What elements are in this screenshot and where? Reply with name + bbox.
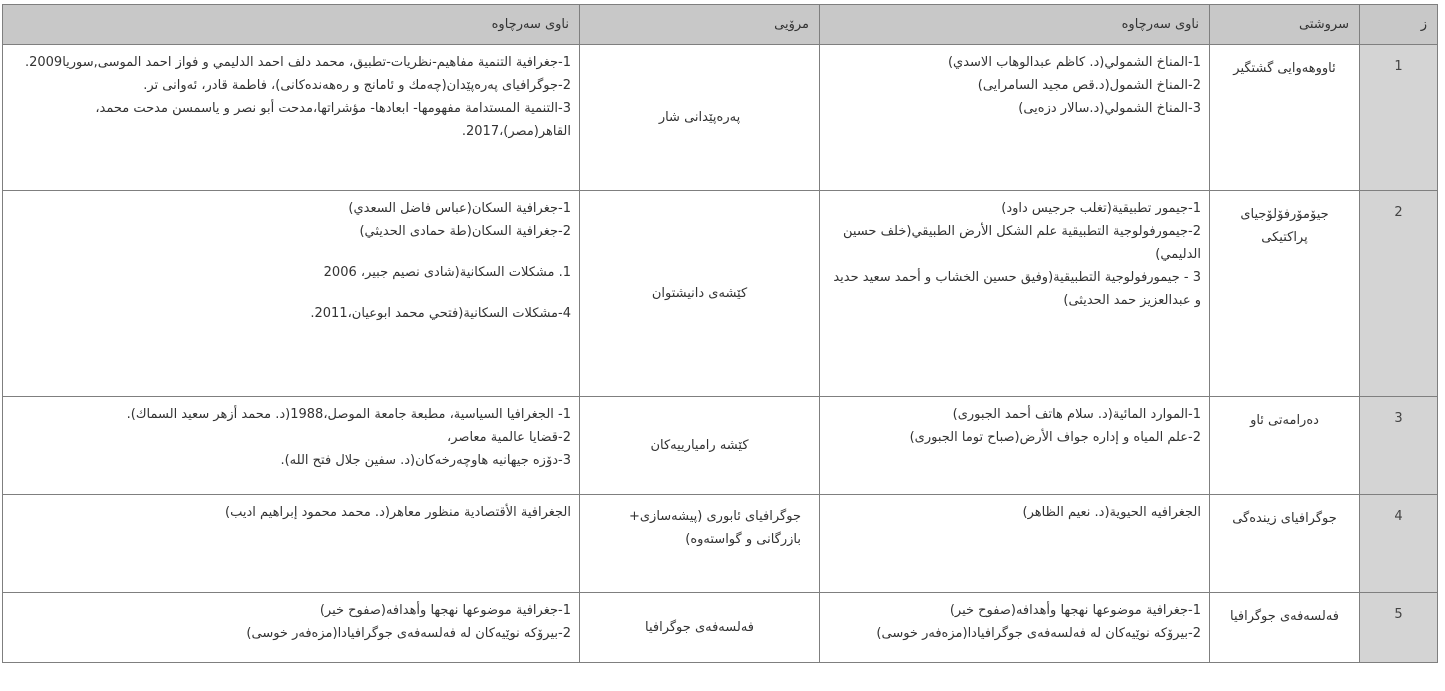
- program-cell: جوگرافیای ئابوری (پیشەسازی+ بازرگانی و گواستەوە): [580, 495, 820, 593]
- row-number: 3: [1360, 397, 1438, 495]
- program-cell: كێشە رامیارییەكان: [580, 397, 820, 495]
- curriculum-table: [2, 4, 1438, 663]
- source-line: 1. مشكلات السكانية(شادى نصيم جبير، 2006: [323, 265, 571, 280]
- source-line: 1-جغرافية التنمية مفاهيم-نظريات-تطبيق، محمد دلف احمد الدليمي و فواز احمد الموسى,سوريا2009.: [24, 55, 571, 70]
- header-program: مرۆیی: [580, 5, 820, 45]
- source-line: 3-التنمية المستدامة مفهومها- ابعادها- مؤشراتها،مدحت أبو نصر و ياسمسن مدحت محمد، القاهر(مصر)،2017.: [95, 101, 571, 139]
- header-row: [3, 5, 1438, 45]
- source-line: 4-مشكلات السكانية(فتحي محمد ابوعيان،2011.: [310, 306, 571, 321]
- source-line: 2-المناخ الشمول(د.قص مجيد السامرايى): [977, 78, 1201, 93]
- sources-1-cell: [820, 45, 1210, 191]
- row-number: 2: [1360, 191, 1438, 397]
- header-source-1: ناوی سەرچاوە: [820, 5, 1210, 45]
- source-line: [11, 243, 571, 261]
- header-num: ز: [1360, 5, 1438, 45]
- source-line: 1-جغرافية موضوعها نهجها وأهدافه(صفوح خير): [319, 603, 571, 618]
- sources-2-cell: [3, 397, 580, 495]
- header-source-2: ناوی سەرچاوە: [3, 5, 580, 45]
- sources-2-cell: [3, 45, 580, 191]
- source-line: 2-بیرۆكە نوێیەكان لە فەلسەفەی جوگرافیادا(مزەفەر خوسی): [246, 626, 571, 641]
- subject-cell: دەرامەتی ئاو: [1210, 397, 1360, 495]
- sources-2-cell: [3, 593, 580, 663]
- table-row: [3, 397, 1438, 495]
- subject-cell: جوگرافیای زیندەگی: [1210, 495, 1360, 593]
- source-line: 2-علم المياه و إدارە جواف الأرض(صباح توما الجبورى): [909, 430, 1201, 445]
- sources-2-cell: [3, 495, 580, 593]
- sources-1-cell: [820, 397, 1210, 495]
- row-number: 4: [1360, 495, 1438, 593]
- source-line: 1-الموارد المائية(د. سلام هاتف أحمد الجبورى): [952, 407, 1201, 422]
- table-row: [3, 593, 1438, 663]
- source-line: 2-قضايا عالمية معاصر،: [447, 430, 571, 445]
- source-line: 1-جيمور تطبيقية(تغلب جرجيس داود): [1001, 201, 1201, 216]
- subject-cell: جیۆمۆرفۆلۆجیای پراكتیكی: [1210, 191, 1360, 397]
- source-line: 1-جغرافية موضوعها نهجها وأهدافه(صفوح خير): [949, 603, 1201, 618]
- subject-cell: فەلسەفەی جوگرافیا: [1210, 593, 1360, 663]
- subject-cell: ئاووهەوایی گشتگیر: [1210, 45, 1360, 191]
- source-line: 2-جيمورفولوجية التطبيقية علم الشكل الأرض الطبيقي(خلف حسين الدليمي): [843, 224, 1201, 262]
- source-line: 3-دۆزە جیهانیە هاوچەرخەكان(د. سفين جلال فتح الله).: [280, 453, 571, 468]
- sources-1-cell: [820, 191, 1210, 397]
- program-cell: فەلسەفەی جوگرافیا: [580, 593, 820, 663]
- source-line: 1- الجغرافيا السياسية، مطبعة جامعة الموصل،1988(د. محمد أزهر سعيد السماك).: [126, 407, 571, 422]
- source-line: 1-المناخ الشمولي(د. كاظم عبدالوهاب الاسدي): [947, 55, 1201, 70]
- sources-1-cell: [820, 593, 1210, 663]
- source-line: 2-بیرۆكە نوێیەكان لە فەلسەفەی جوگرافیادا(مزەفەر خوسی): [876, 626, 1201, 641]
- header-subject: سروشتی: [1210, 5, 1360, 45]
- table-row: [3, 45, 1438, 191]
- source-line: الجغرافية الأقتصادية منظور معاهر(د. محمد محمود إبراهيم اديب): [225, 505, 571, 520]
- sources-1-cell: [820, 495, 1210, 593]
- row-number: 5: [1360, 593, 1438, 663]
- table-row: [3, 495, 1438, 593]
- row-number: 1: [1360, 45, 1438, 191]
- source-line: 2-جوگرافیای پەرەپێدان(چەمك و ئامانج و رەهەندەكانی)، فاطمة قادر، ئەوانی تر.: [143, 78, 571, 93]
- source-line: 1-جغرافية السكان(عباس فاضل السعدي): [348, 201, 571, 216]
- program-cell: پەرەپێدانی شار: [580, 45, 820, 191]
- table-row: [3, 191, 1438, 397]
- program-cell: كێشەی دانیشتوان: [580, 191, 820, 397]
- source-line: [11, 284, 571, 302]
- source-line: 3 - جيمورفولوجية التطبيقية(وفيق حسين الخشاب و أحمد سعيد حديد و عبدالعزيز حمد الحديثى): [833, 270, 1201, 308]
- source-line: 2-جغرافية السكان(طة حمادى الحديثي): [359, 224, 571, 239]
- sources-2-cell: [3, 191, 580, 397]
- source-line: الجغرافيه الحيوية(د. نعيم الظاهر): [1022, 505, 1201, 520]
- source-line: 3-المناخ الشمولي(د.سالار دزەیی): [1018, 101, 1201, 116]
